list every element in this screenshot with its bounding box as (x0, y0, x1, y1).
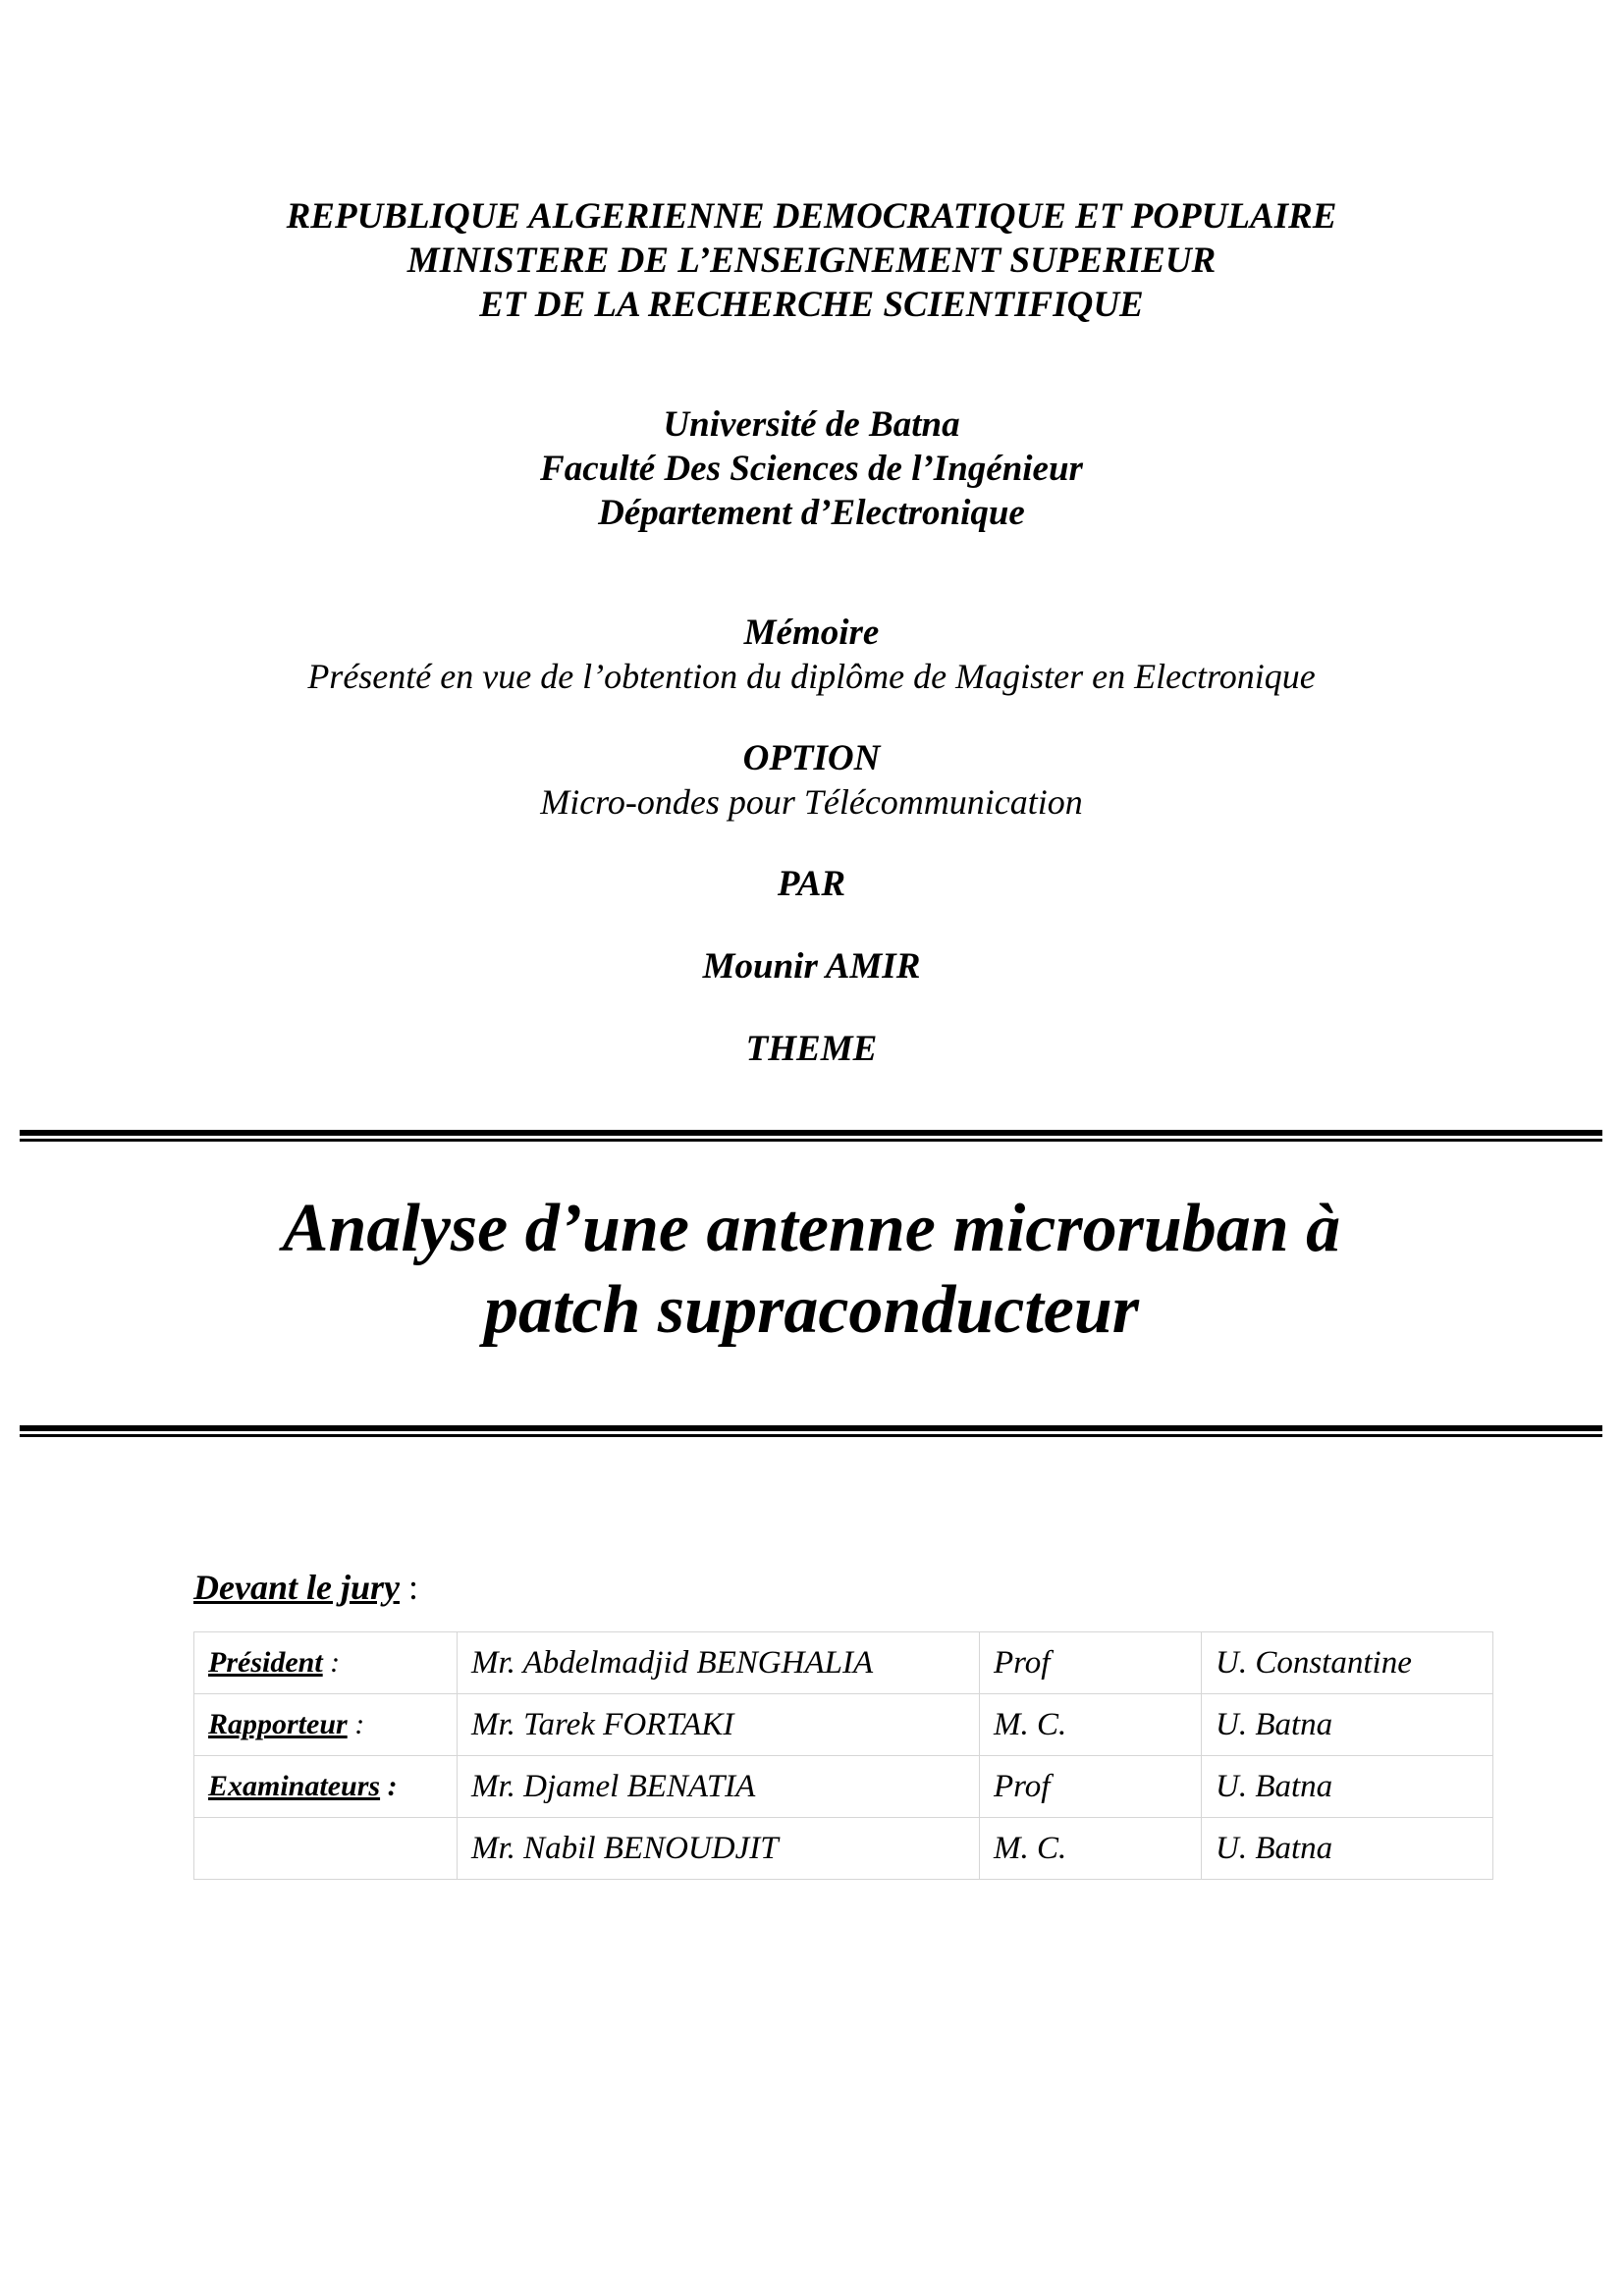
rule-thick-line (20, 1425, 1602, 1431)
jury-member-name: Mr. Nabil BENOUDJIT (458, 1818, 980, 1880)
jury-role-colon: : (347, 1708, 365, 1740)
jury-heading-colon: : (399, 1568, 418, 1607)
thesis-title-line-1: Analyse d’une antenne microruban à (282, 1191, 1341, 1266)
table-row (194, 1694, 1493, 1756)
jury-role-cell (194, 1694, 458, 1756)
jury-member-grade: M. C. (980, 1694, 1202, 1756)
faculty-name: Faculté Des Sciences de l’Ingénieur (540, 449, 1083, 489)
jury-member-name: Mr. Tarek FORTAKI (458, 1694, 980, 1756)
jury-role-colon: : (322, 1646, 341, 1679)
title-rule-bottom (20, 1425, 1602, 1437)
title-rule-top (20, 1130, 1602, 1142)
jury-role-cell (194, 1632, 458, 1694)
option-block (0, 736, 1623, 825)
jury-member-institution: U. Batna (1202, 1694, 1493, 1756)
ministry-line: MINISTERE DE L’ENSEIGNEMENT SUPERIEUR (406, 240, 1217, 281)
jury-role-cell (194, 1756, 458, 1818)
jury-role-colon: : (380, 1770, 398, 1802)
jury-member-institution: U. Batna (1202, 1756, 1493, 1818)
option-value: Micro-ondes pour Télécommunication (540, 782, 1083, 822)
thesis-title (0, 1188, 1623, 1351)
jury-member-name: Mr. Abdelmadjid BENGHALIA (458, 1632, 980, 1694)
department-name: Département d’Electronique (598, 493, 1025, 533)
jury-member-grade: Prof (980, 1632, 1202, 1694)
author-block (0, 944, 1623, 988)
republic-line: REPUBLIQUE ALGERIENNE DEMOCRATIQUE ET POPULAIRE (286, 196, 1337, 237)
memoire-block (0, 611, 1623, 699)
jury-role-cell (194, 1818, 458, 1880)
jury-role: Président (208, 1646, 323, 1679)
jury-heading (193, 1567, 418, 1608)
rule-thick-line (20, 1130, 1602, 1136)
jury-member-institution: U. Constantine (1202, 1632, 1493, 1694)
table-row (194, 1756, 1493, 1818)
institution-block (0, 402, 1623, 535)
table-row (194, 1818, 1493, 1880)
par-label: PAR (777, 864, 846, 904)
table-row (194, 1632, 1493, 1694)
rule-thin-line (20, 1434, 1602, 1437)
jury-member-grade: M. C. (980, 1818, 1202, 1880)
thesis-title-line-2: patch supraconducteur (483, 1272, 1140, 1348)
jury-member-grade: Prof (980, 1756, 1202, 1818)
university-name: Université de Batna (663, 404, 960, 445)
jury-table (193, 1631, 1493, 1880)
option-label: OPTION (742, 738, 881, 778)
theme-label: THEME (745, 1029, 878, 1069)
author-name: Mounir AMIR (702, 946, 921, 987)
jury-heading-label: Devant le jury (193, 1568, 400, 1607)
memoire-label: Mémoire (743, 613, 880, 653)
par-block (0, 862, 1623, 906)
theme-block (0, 1027, 1623, 1071)
ministry-line-2: ET DE LA RECHERCHE SCIENTIFIQUE (479, 285, 1144, 325)
memoire-description: Présenté en vue de l’obtention du diplôme de Magister en Electronique (307, 657, 1316, 696)
jury-member-institution: U. Batna (1202, 1818, 1493, 1880)
jury-member-name: Mr. Djamel BENATIA (458, 1756, 980, 1818)
jury-role: Rapporteur (208, 1708, 348, 1740)
rule-thin-line (20, 1139, 1602, 1142)
jury-role: Examinateurs (208, 1770, 381, 1802)
header-block (0, 194, 1623, 327)
